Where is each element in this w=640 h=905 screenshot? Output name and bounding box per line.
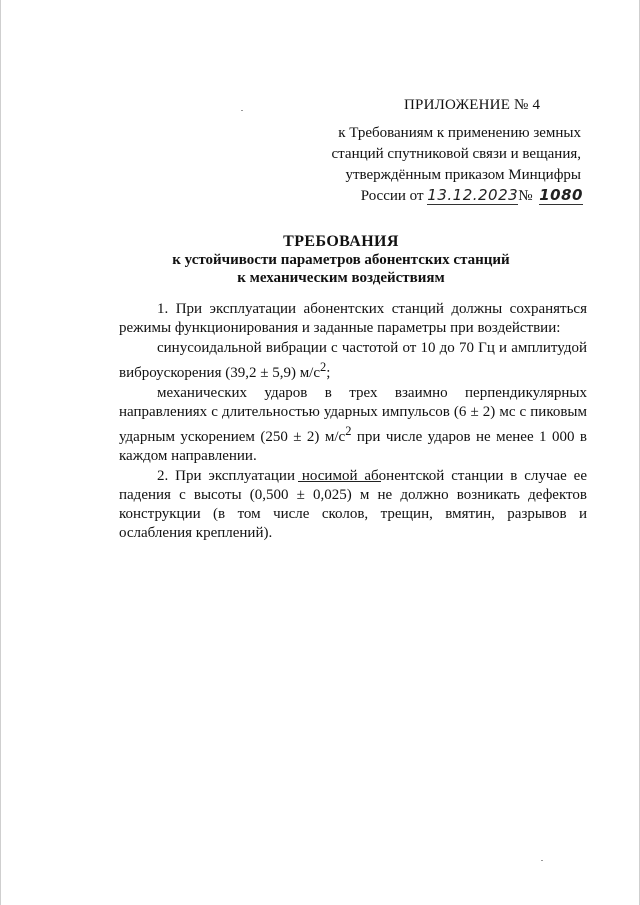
appendix-line: утверждённым приказом Минцифры bbox=[345, 167, 581, 183]
handwritten-date: 13.12.2023 bbox=[427, 186, 519, 204]
paragraph-text: механических ударов в трех взаимно перпендикулярных направлениях с длительностью ударных импульсов (6 ± 2) мс с пиковым ударным ускорением (250 ± 2) м/с bbox=[119, 385, 587, 445]
paragraph-tail: при числе ударов не менее 1 000 в каждом направлении. bbox=[119, 429, 587, 464]
appendix-line: станций спутниковой связи и вещания, bbox=[331, 146, 581, 162]
paragraph-tail: ; bbox=[326, 365, 331, 381]
heading-subtitle-line: к механическим воздействиям bbox=[237, 270, 445, 286]
handwritten-number: 1080 bbox=[539, 186, 583, 204]
date-prefix: России от bbox=[360, 188, 424, 204]
appendix-title: ПРИЛОЖЕНИЕ № 4 bbox=[404, 97, 541, 113]
paragraph-text: 2. При эксплуатации носимой абонентской станции в случае ее падения с высоты (0,500 ± 0,025) м не должно возникать дефектов конструкции (в том числе сколов, трещин, вмятин, разрывов и ослабления креплений). bbox=[119, 468, 587, 541]
appendix-block bbox=[331, 95, 601, 207]
paragraph bbox=[119, 467, 587, 543]
paragraph bbox=[119, 339, 587, 383]
paragraph-text: 1. При эксплуатации абонентских станций должны сохраняться режимы функционирования и заданные параметры при воздействии: bbox=[119, 301, 587, 336]
end-divider-line bbox=[298, 481, 381, 482]
number-sign: № bbox=[518, 188, 533, 204]
document-body bbox=[119, 300, 587, 543]
superscript: 2 bbox=[320, 360, 327, 374]
scan-speck bbox=[241, 110, 243, 111]
heading-subtitle-line: к устойчивости параметров абонентских станций bbox=[172, 252, 510, 268]
scan-speck bbox=[541, 860, 543, 861]
paragraph bbox=[119, 384, 587, 466]
heading-title: ТРЕБОВАНИЯ bbox=[283, 233, 399, 250]
appendix-line: к Требованиям к применению земных bbox=[338, 125, 581, 141]
document-heading bbox=[61, 233, 621, 287]
paragraph-text: синусоидальной вибрации с частотой от 10 до 70 Гц и амплитудой виброускорения (39,2 ± 5,9) м/с bbox=[119, 340, 587, 381]
superscript: 2 bbox=[345, 424, 352, 438]
appendix-date-line bbox=[331, 186, 601, 207]
paragraph bbox=[119, 300, 587, 338]
